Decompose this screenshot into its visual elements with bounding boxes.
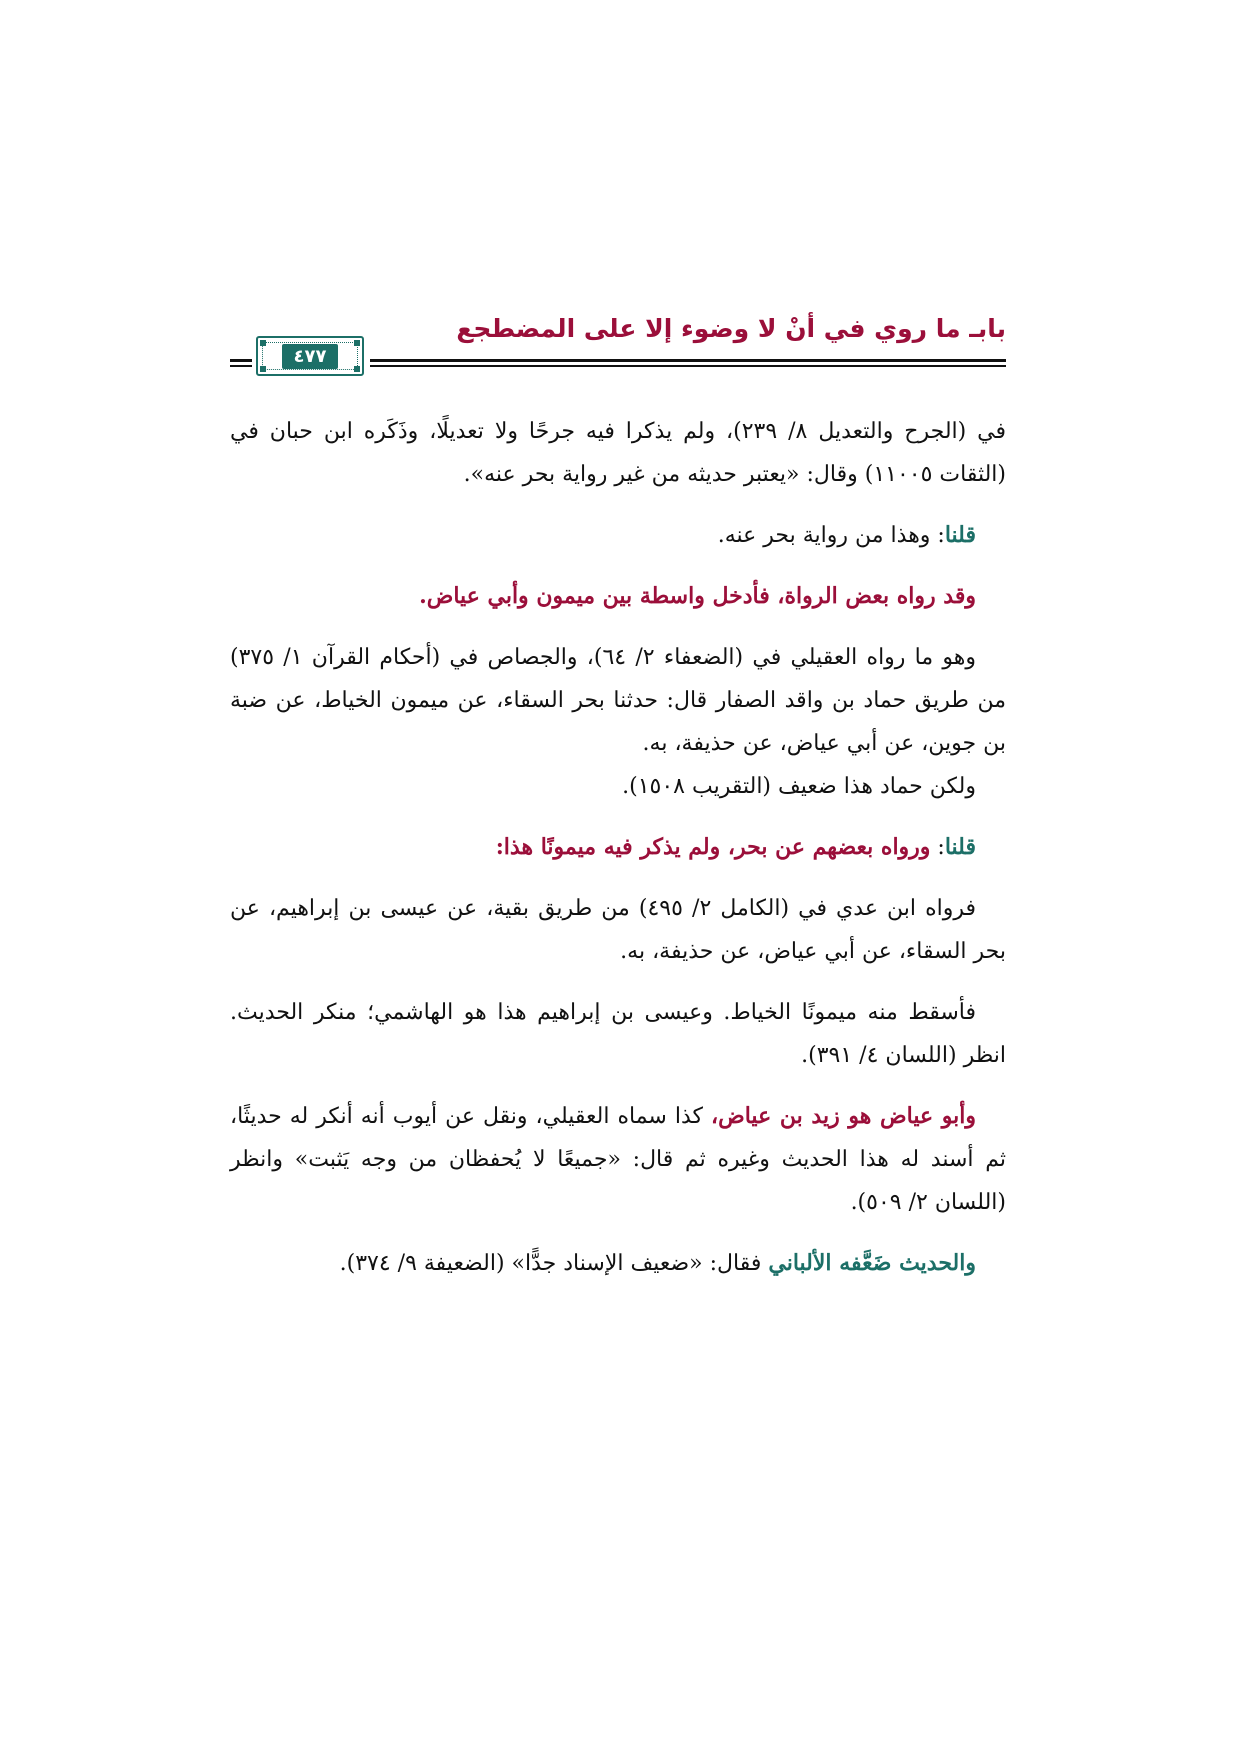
paragraph-text: : وهذا من رواية بحر عنه.	[717, 523, 945, 548]
paragraph: في (الجرح والتعديل ٨/ ٢٣٩)، ولم يذكرا فيه جرحًا ولا تعديلًا، وذَكَره ابن حبان في (الثقات ١١٠٠٥) وقال: «يعتبر حديثه من غير رواية بحر عنه».	[230, 419, 1007, 487]
qulna-label: قلنا	[944, 522, 976, 548]
chapter-title: بابـ ما روي في أنْ لا وضوء إلا على المضطجع	[456, 314, 1006, 343]
paragraph	[230, 1242, 1006, 1285]
header-rule-left-thin	[230, 365, 252, 367]
paragraph: ولكن حماد هذا ضعيف (التقريب ١٥٠٨).	[622, 774, 976, 799]
paragraph	[230, 514, 1006, 557]
header-rule	[370, 359, 1006, 362]
paragraph	[230, 1095, 1006, 1224]
paragraph-colon: :	[930, 835, 945, 860]
page-number-badge	[256, 336, 364, 376]
ornament-corner-icon	[354, 366, 360, 372]
page-number: ٤٧٧	[282, 344, 339, 369]
page-header	[230, 314, 1006, 380]
highlighted-text: ورواه بعضهم عن بحر، ولم يذكر فيه ميمونًا هذا:	[495, 834, 931, 860]
qulna-label: قلنا	[944, 834, 976, 860]
paragraph-text: فقال: «ضعيف الإسناد جدًّا» (الضعيفة ٩/ ٣٧٤).	[339, 1251, 769, 1276]
paragraph: فأسقط منه ميمونًا الخياط. وعيسى بن إبراهيم هذا هو الهاشمي؛ منكر الحديث. انظر (اللسان ٤/ ٣٩١).	[230, 1000, 1006, 1068]
paragraph	[230, 826, 1006, 869]
ornament-corner-icon	[354, 340, 360, 346]
ornament-corner-icon	[260, 340, 266, 346]
highlighted-text: وأبو عياض هو زيد بن عياض،	[711, 1103, 977, 1129]
ornament-corner-icon	[260, 366, 266, 372]
header-rule-left	[230, 359, 252, 362]
paragraph: فرواه ابن عدي في (الكامل ٢/ ٤٩٥) من طريق بقية، عن عيسى بن إبراهيم، عن بحر السقاء، عن أبي عياض، عن حذيفة، به.	[230, 896, 1006, 964]
header-rule-thin	[370, 365, 1006, 367]
paragraph: وهو ما رواه العقيلي في (الضعفاء ٢/ ٦٤)، والجصاص في (أحكام القرآن ١/ ٣٧٥) من طريق حماد بن واقد الصفار قال: حدثنا بحر السقاء، عن ميمون الخياط، عن ضبة بن جوين، عن أبي عياض، عن حذيفة، به.	[230, 645, 1006, 756]
highlighted-paragraph: وقد رواه بعض الرواة، فأدخل واسطة بين ميمون وأبي عياض.	[419, 583, 976, 609]
highlighted-text-green: والحديث ضَعَّفه الألباني	[768, 1250, 976, 1276]
paragraph-text: كذا سماه العقيلي، ونقل عن أيوب أنه أنكر له حديثًا، ثم أسند له هذا الحديث وغيره ثم قال: «جميعًا لا يُحفظان من وجه يَثبت» وانظر (اللسان ٢/ ٥٠٩).	[230, 1104, 1006, 1215]
page-body	[230, 410, 1006, 1303]
